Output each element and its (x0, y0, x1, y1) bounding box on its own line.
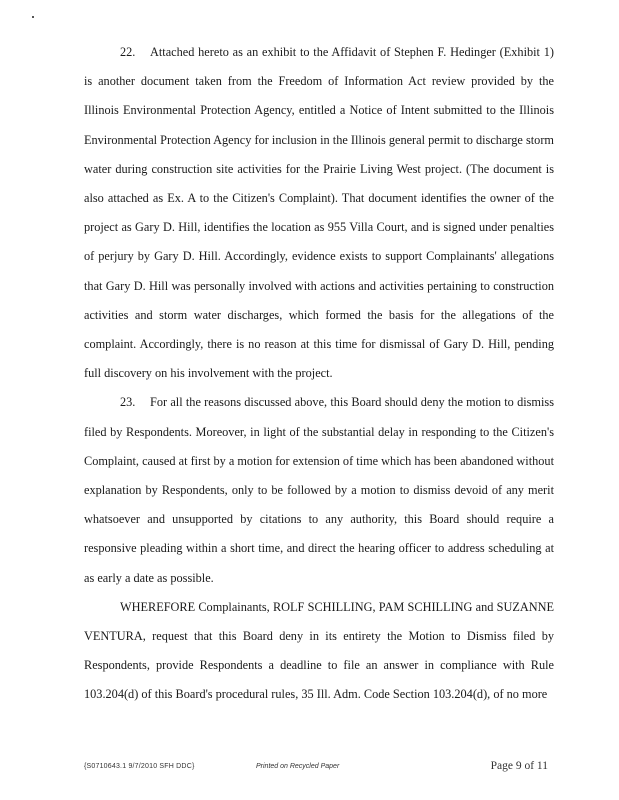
paragraph-number: 23. (120, 395, 136, 410)
paragraph-number: 22. (120, 45, 136, 59)
paragraph-text: For all the reasons discussed above, this Board should deny the motion to dismiss filed by Respondents. Moreover, in light of the substantial delay in responding to the Citizen's Complaint, caused at first by a motion for extension of time which has been abandoned without explanation by Respondents, only to be followed by a motion to dismiss devoid of any merit whatsoever and unsupported by citations to any authority, this Board should require a responsive pleading within a short time, and direct the hearing officer to address scheduling at as early a date as possible. (84, 395, 554, 585)
wherefore-clause: WHEREFORE Complainants, ROLF SCHILLING, PAM SCHILLING and SUZANNE VENTURA, request that this Board deny in its entirety the Motion to Dismiss filed by Respondents, provide Respondents a deadline to file an answer in compliance with Rule 103.204(d) of this Board's procedural rules, 35 Ill. Adm. Code Section 103.204(d), of no more (84, 599, 554, 702)
scan-speck (32, 16, 34, 18)
recycled-paper-note: Printed on Recycled Paper (256, 763, 340, 770)
document-body (84, 38, 554, 710)
paragraph-22 (84, 38, 554, 388)
paragraph-text: Attached hereto as an exhibit to the Affidavit of Stephen F. Hedinger (Exhibit 1) is another document taken from the Freedom of Information Act review provided by the Illinois Environmental Protection Agency, entitled a Notice of Intent submitted to the Illinois Environmental Protection Agency for inclusion in the Illinois general permit to discharge storm water during construction site activities for the Prairie Living West project. (The document is also attached as Ex. A to the Citizen's Complaint). That document identifies the owner of the project as Gary D. Hill, identifies the location as 955 Villa Court, and is signed under penalties of perjury by Gary D. Hill. Accordingly, evidence exists to support Complainants' allegations that Gary D. Hill was personally involved with actions and activities pertaining to construction activities and storm water discharges, which formed the basis for the allegations of the complaint. Accordingly, there is no reason at this time for dismissal of Gary D. Hill, pending full discovery on his involvement with the project. (84, 45, 554, 381)
page-number: Page 9 of 11 (490, 760, 548, 772)
document-id: {S0710643.1 9/7/2010 SFH DDC} (84, 763, 195, 770)
page-footer (84, 760, 554, 776)
paragraph-23 (84, 388, 554, 592)
